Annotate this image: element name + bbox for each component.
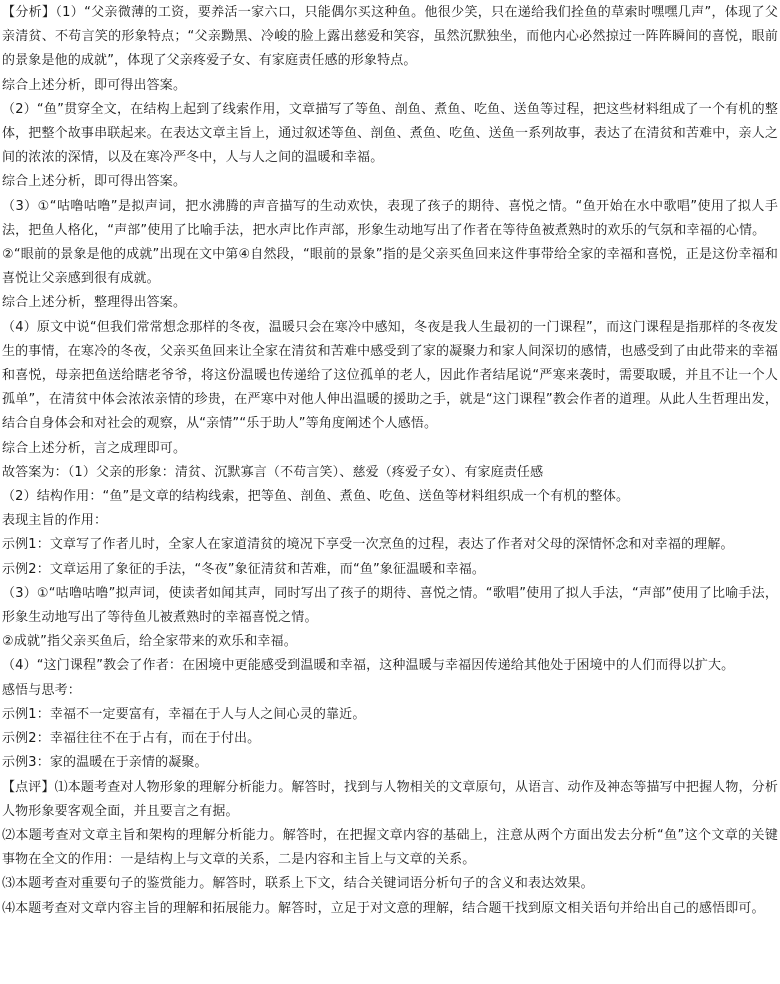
analysis-q1-paragraph: 【分析】（1）“父亲微薄的工资，要养活一家六口，只能偶尔买这种鱼。他很少笑，只在递给我们拴鱼的草索时嘿嘿几声”，体现了父亲清贫、不苟言笑的形象特点；“父亲黝黑、冷峻的脸上露出慈爱和笑容，虽然沉默独坐，而他内心必然掠过一阵阵瞬间的喜悦，眼前的景象是他的成就”，体现了父亲疼爱子女、有家庭责任感的形象特点。 bbox=[2, 5, 778, 69]
answer-q4-paragraph: （4）“这门课程”教会了作者：在困境中更能感受到温暖和幸福，这种温暖与幸福因传递给其他处于困境中的人们而得以扩大。 bbox=[2, 658, 735, 674]
summary-line-4: 综合上述分析，言之成理即可。 bbox=[2, 440, 187, 456]
reflection-example-2: 示例2：幸福往往不在于占有，而在于付出。 bbox=[2, 731, 261, 747]
answer-q2-example-2: 示例2：文章运用了象征的手法，“冬夜”象征清贫和苦难，而“鱼”象征温暖和幸福。 bbox=[2, 561, 486, 577]
comment-point-4: ⑷本题考查对文章内容主旨的理解和拓展能力。解答时，立足于对文意的理解，结合题干找到原文相关语句并给出自己的感悟即可。 bbox=[2, 900, 765, 916]
summary-line-1: 综合上述分析，即可得出答案。 bbox=[2, 77, 187, 93]
reflection-heading: 感悟与思考： bbox=[2, 682, 81, 698]
answer-q3-part1: （3）①“咕噜咕噜”拟声词，使读者如闻其声，同时写出了孩子的期待、喜悦之情。“歌唱”使用了拟人手法，“声部”使用了比喻手法，形象生动地写出了等待鱼儿被煮熟时的幸福喜悦之情。 bbox=[2, 585, 778, 626]
summary-line-3: 综合上述分析，整理得出答案。 bbox=[2, 295, 187, 311]
answer-q2-theme-heading: 表现主旨的作用： bbox=[2, 513, 108, 529]
reflection-example-1: 示例1：幸福不一定要富有，幸福在于人与人之间心灵的靠近。 bbox=[2, 706, 366, 722]
analysis-q4-paragraph: （4）原文中说“但我们常常想念那样的冬夜，温暖只会在寒冷中感知，冬夜是我人生最初的一门课程”，而这门课程是指那样的冬夜发生的事情，在寒冷的冬夜，父亲买鱼回来让全家在清贫和苦难中感受到了家的凝聚力和家人间深切的感情，也感受到了由此带来的幸福和喜悦，母亲把鱼送给瞎老爷爷，将这份温暖也传递给了这位孤单的老人，因此作者结尾说“严寒来袭时，需要取暖，并且不让一个人孤单”，在清贫中体会浓浓亲情的珍贵，在严寒中对他人伸出温暖的援助之手，就是“这门课程”教会作者的道理。从此人生哲理出发，结合自身体会和对社会的观察，从“亲情”“乐于助人”等角度阐述个人感悟。 bbox=[2, 319, 778, 432]
analysis-q3-part2-paragraph: ②“眼前的景象是他的成就”出现在文中第④自然段，“眼前的景象”指的是父亲买鱼回来这件事带给全家的幸福和喜悦，正是这份幸福和喜悦让父亲感到很有成就。 bbox=[2, 247, 778, 287]
answer-q1-line: 故答案为：（1）父亲的形象：清贫、沉默寡言（不苟言笑）、慈爱（疼爱子女）、有家庭责任感 bbox=[2, 464, 544, 480]
analysis-q3-part1-paragraph: （3）①“咕噜咕噜”是拟声词，把水沸腾的声音描写的生动欢快，表现了孩子的期待、喜悦之情。“鱼开始在水中歌唱”使用了拟人手法，把鱼人格化，“声部”使用了比喻手法，把水声比作声部，形象生动地写出了作者在等待鱼被煮熟时的欢乐的气氛和幸福的心情。 bbox=[2, 198, 778, 238]
reflection-example-3: 示例3：家的温暖在于亲情的凝聚。 bbox=[2, 755, 208, 771]
comment-point-3: ⑶本题考查对重要句子的鉴赏能力。解答时，联系上下文，结合关键词语分析句子的含义和表达效果。 bbox=[2, 876, 594, 892]
analysis-q2-paragraph: （2）“鱼”贯穿全文，在结构上起到了线索作用，文章描写了等鱼、剖鱼、煮鱼、吃鱼、送鱼等过程，把这些材料组成了一个有机的整体，把整个故事串联起来。在表达文章主旨上，通过叙述等鱼、剖鱼、煮鱼、吃鱼、送鱼一系列故事，表达了在清贫和苦难中，亲人之间的浓浓的深情，以及在寒冷严冬中，人与人之间的温暖和幸福。 bbox=[2, 101, 778, 166]
comment-point-1: 【点评】⑴本题考查对人物形象的理解分析能力。解答时，找到与人物相关的文章原句，从语言、动作及神态等描写中把握人物，分析人物形象要客观全面，并且要言之有据。 bbox=[2, 779, 778, 819]
answer-q2-structure-line: （2）结构作用：“鱼”是文章的结构线索，把等鱼、剖鱼、煮鱼、吃鱼、送鱼等材料组织成一个有机的整体。 bbox=[2, 489, 630, 505]
summary-line-2: 综合上述分析，即可得出答案。 bbox=[2, 174, 187, 190]
comment-point-2: ⑵本题考查对文章主旨和架构的理解分析能力。解答时，在把握文章内容的基础上，注意从两个方面出发去分析“鱼”这个文章的关键事物在全文的作用：一是结构上与文章的关系，二是内容和主旨上与文章的关系。 bbox=[2, 827, 778, 868]
answer-q3-part2: ②成就”指父亲买鱼后，给全家带来的欢乐和幸福。 bbox=[2, 634, 297, 650]
answer-q2-example-1: 示例1：文章写了作者儿时，全家人在家道清贫的境况下享受一次烹鱼的过程，表达了作者对父母的深情怀念和对幸福的理解。 bbox=[2, 537, 734, 553]
